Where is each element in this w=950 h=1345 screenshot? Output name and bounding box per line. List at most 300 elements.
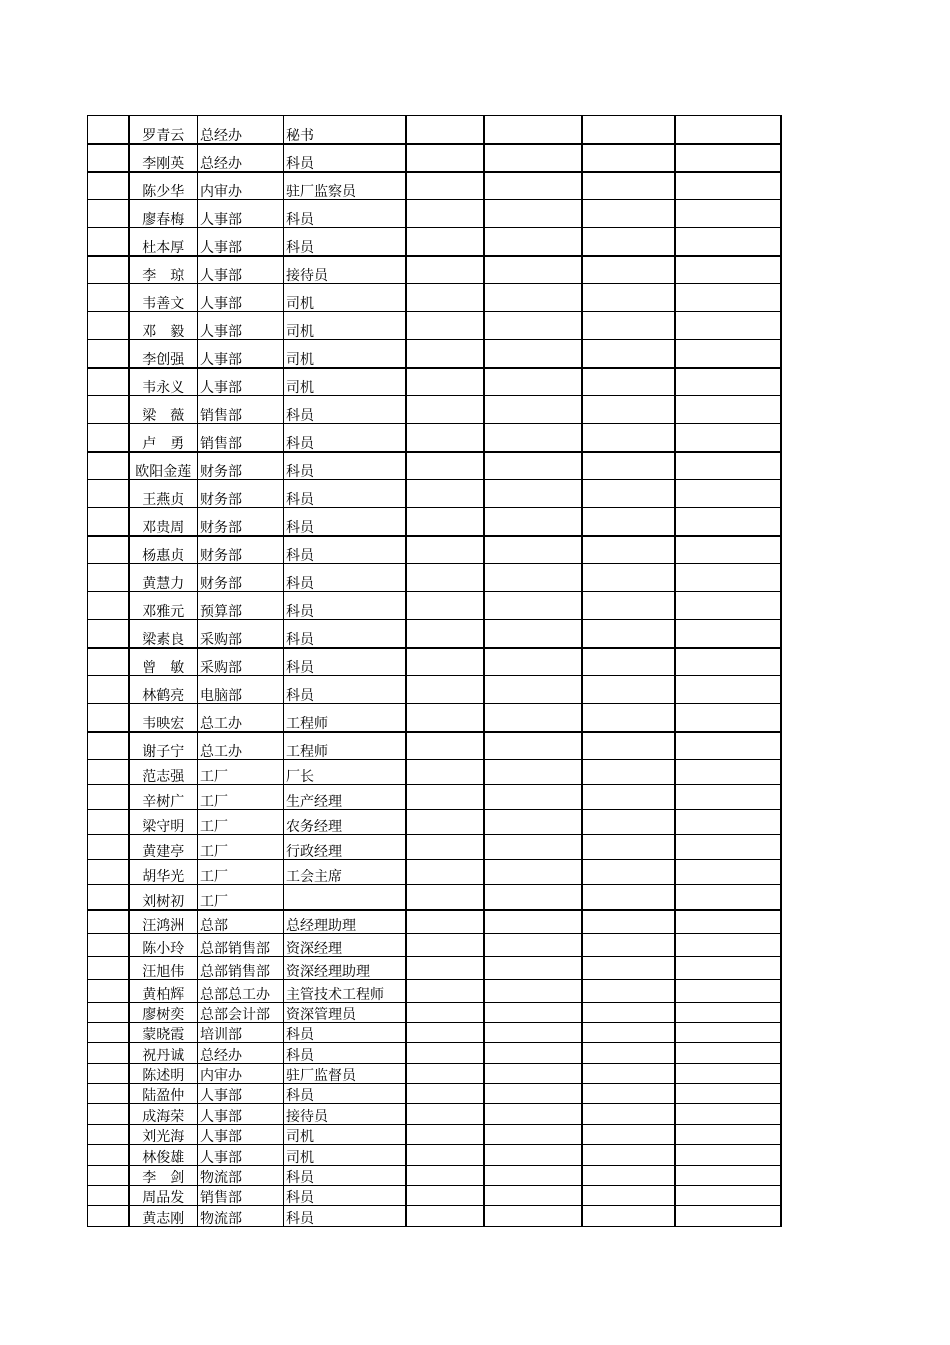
table-row — [88, 704, 781, 732]
blank-cell — [484, 885, 582, 910]
job-title-cell: 生产经理 — [284, 785, 406, 810]
blank-cell — [675, 980, 781, 1003]
table-row — [88, 885, 781, 910]
department-cell: 培训部 — [198, 1023, 284, 1043]
name-cell: 辛树广 — [129, 785, 198, 810]
blank-cell — [582, 396, 675, 424]
table-row — [88, 200, 781, 228]
table-row — [88, 1206, 781, 1227]
row-index-cell — [88, 1043, 129, 1064]
department-cell: 工厂 — [198, 860, 284, 885]
blank-cell — [406, 424, 484, 452]
blank-cell — [582, 1003, 675, 1023]
blank-cell — [484, 648, 582, 676]
name-cell: 陆盈仲 — [129, 1084, 198, 1104]
department-cell: 财务部 — [198, 480, 284, 508]
table-row — [88, 1003, 781, 1023]
blank-cell — [406, 480, 484, 508]
blank-cell — [406, 1043, 484, 1064]
blank-cell — [484, 676, 582, 704]
department-cell: 总经办 — [198, 144, 284, 172]
blank-cell — [675, 1104, 781, 1125]
blank-cell — [582, 536, 675, 564]
department-cell: 总经办 — [198, 116, 284, 144]
blank-cell — [484, 810, 582, 835]
table-row — [88, 934, 781, 957]
name-cell: 汪旭伟 — [129, 957, 198, 980]
row-index-cell — [88, 648, 129, 676]
department-cell: 工厂 — [198, 835, 284, 860]
blank-cell — [406, 1166, 484, 1186]
row-index-cell — [88, 760, 129, 785]
blank-cell — [582, 200, 675, 228]
row-index-cell — [88, 340, 129, 368]
job-title-cell: 科员 — [284, 396, 406, 424]
blank-cell — [675, 116, 781, 144]
blank-cell — [675, 1043, 781, 1064]
blank-cell — [582, 810, 675, 835]
blank-cell — [406, 1023, 484, 1043]
blank-cell — [484, 860, 582, 885]
blank-cell — [406, 396, 484, 424]
blank-cell — [675, 1084, 781, 1104]
blank-cell — [484, 1043, 582, 1064]
department-cell: 人事部 — [198, 1125, 284, 1145]
blank-cell — [484, 564, 582, 592]
blank-cell — [406, 1104, 484, 1125]
blank-cell — [484, 536, 582, 564]
name-cell: 谢子宁 — [129, 732, 198, 760]
name-cell: 李刚英 — [129, 144, 198, 172]
row-index-cell — [88, 810, 129, 835]
blank-cell — [675, 860, 781, 885]
department-cell: 人事部 — [198, 368, 284, 396]
blank-cell — [484, 1145, 582, 1166]
name-cell: 陈少华 — [129, 172, 198, 200]
department-cell: 采购部 — [198, 620, 284, 648]
row-index-cell — [88, 910, 129, 934]
blank-cell — [484, 144, 582, 172]
blank-cell — [484, 760, 582, 785]
job-title-cell: 科员 — [284, 1023, 406, 1043]
row-index-cell — [88, 396, 129, 424]
job-title-cell: 工会主席 — [284, 860, 406, 885]
blank-cell — [406, 1186, 484, 1206]
job-title-cell: 科员 — [284, 676, 406, 704]
table-row — [88, 536, 781, 564]
blank-cell — [406, 810, 484, 835]
blank-cell — [675, 144, 781, 172]
blank-cell — [484, 1023, 582, 1043]
blank-cell — [675, 1186, 781, 1206]
department-cell: 物流部 — [198, 1166, 284, 1186]
job-title-cell: 工程师 — [284, 704, 406, 732]
blank-cell — [582, 957, 675, 980]
table-row — [88, 172, 781, 200]
name-cell: 黄志刚 — [129, 1206, 198, 1227]
department-cell: 销售部 — [198, 396, 284, 424]
department-cell: 人事部 — [198, 1145, 284, 1166]
blank-cell — [675, 1206, 781, 1227]
blank-cell — [406, 592, 484, 620]
name-cell: 杜本厚 — [129, 228, 198, 256]
blank-cell — [406, 340, 484, 368]
blank-cell — [406, 620, 484, 648]
table-row — [88, 1104, 781, 1125]
job-title-cell: 科员 — [284, 648, 406, 676]
table-row — [88, 284, 781, 312]
blank-cell — [484, 368, 582, 396]
department-cell: 财务部 — [198, 564, 284, 592]
blank-cell — [484, 172, 582, 200]
name-cell: 梁守明 — [129, 810, 198, 835]
blank-cell — [582, 172, 675, 200]
name-cell: 梁素良 — [129, 620, 198, 648]
department-cell: 总部销售部 — [198, 934, 284, 957]
blank-cell — [675, 785, 781, 810]
blank-cell — [406, 284, 484, 312]
table-row — [88, 810, 781, 835]
row-index-cell — [88, 620, 129, 648]
blank-cell — [675, 1125, 781, 1145]
name-cell: 林鹤亮 — [129, 676, 198, 704]
blank-cell — [484, 1166, 582, 1186]
name-cell: 欧阳金莲 — [129, 452, 198, 480]
blank-cell — [675, 564, 781, 592]
blank-cell — [406, 172, 484, 200]
table-row — [88, 1023, 781, 1043]
job-title-cell: 科员 — [284, 200, 406, 228]
blank-cell — [582, 1043, 675, 1064]
job-title-cell: 资深管理员 — [284, 1003, 406, 1023]
name-cell: 李 琼 — [129, 256, 198, 284]
blank-cell — [406, 732, 484, 760]
blank-cell — [675, 1003, 781, 1023]
row-index-cell — [88, 592, 129, 620]
department-cell: 人事部 — [198, 312, 284, 340]
name-cell: 陈小玲 — [129, 934, 198, 957]
table-row — [88, 910, 781, 934]
blank-cell — [484, 910, 582, 934]
blank-cell — [406, 116, 484, 144]
row-index-cell — [88, 676, 129, 704]
name-cell: 邓雅元 — [129, 592, 198, 620]
job-title-cell: 资深经理 — [284, 934, 406, 957]
name-cell: 曾 敏 — [129, 648, 198, 676]
name-cell: 李 剑 — [129, 1166, 198, 1186]
blank-cell — [675, 452, 781, 480]
department-cell: 总工办 — [198, 732, 284, 760]
job-title-cell: 科员 — [284, 144, 406, 172]
blank-cell — [582, 704, 675, 732]
blank-cell — [484, 340, 582, 368]
row-index-cell — [88, 312, 129, 340]
job-title-cell: 接待员 — [284, 256, 406, 284]
blank-cell — [484, 1104, 582, 1125]
blank-cell — [582, 1145, 675, 1166]
name-cell: 陈述明 — [129, 1064, 198, 1084]
blank-cell — [406, 760, 484, 785]
blank-cell — [675, 620, 781, 648]
department-cell: 财务部 — [198, 508, 284, 536]
row-index-cell — [88, 536, 129, 564]
blank-cell — [484, 592, 582, 620]
blank-cell — [406, 312, 484, 340]
job-title-cell: 科员 — [284, 1084, 406, 1104]
job-title-cell: 驻厂监督员 — [284, 1064, 406, 1084]
job-title-cell: 秘书 — [284, 116, 406, 144]
blank-cell — [582, 648, 675, 676]
name-cell: 邓 毅 — [129, 312, 198, 340]
table-row — [88, 480, 781, 508]
name-cell: 罗青云 — [129, 116, 198, 144]
row-index-cell — [88, 704, 129, 732]
blank-cell — [406, 256, 484, 284]
name-cell: 廖树奕 — [129, 1003, 198, 1023]
blank-cell — [582, 508, 675, 536]
row-index-cell — [88, 957, 129, 980]
blank-cell — [484, 934, 582, 957]
blank-cell — [582, 620, 675, 648]
table-row — [88, 1186, 781, 1206]
blank-cell — [406, 1206, 484, 1227]
name-cell: 邓贵周 — [129, 508, 198, 536]
job-title-cell: 科员 — [284, 480, 406, 508]
blank-cell — [582, 340, 675, 368]
blank-cell — [406, 648, 484, 676]
blank-cell — [675, 256, 781, 284]
row-index-cell — [88, 256, 129, 284]
name-cell: 刘光海 — [129, 1125, 198, 1145]
blank-cell — [582, 284, 675, 312]
row-index-cell — [88, 1166, 129, 1186]
blank-cell — [675, 704, 781, 732]
blank-cell — [582, 885, 675, 910]
name-cell: 蒙晓霞 — [129, 1023, 198, 1043]
blank-cell — [582, 760, 675, 785]
department-cell: 内审办 — [198, 172, 284, 200]
row-index-cell — [88, 835, 129, 860]
name-cell: 胡华光 — [129, 860, 198, 885]
table-row — [88, 144, 781, 172]
job-title-cell: 科员 — [284, 536, 406, 564]
department-cell: 物流部 — [198, 1206, 284, 1227]
job-title-cell: 科员 — [284, 1206, 406, 1227]
department-cell: 人事部 — [198, 228, 284, 256]
job-title-cell: 司机 — [284, 1125, 406, 1145]
row-index-cell — [88, 1104, 129, 1125]
staff-table — [87, 115, 782, 1227]
blank-cell — [484, 508, 582, 536]
blank-cell — [582, 934, 675, 957]
table-row — [88, 1084, 781, 1104]
blank-cell — [484, 1003, 582, 1023]
blank-cell — [406, 144, 484, 172]
row-index-cell — [88, 934, 129, 957]
blank-cell — [484, 785, 582, 810]
department-cell: 总部总工办 — [198, 980, 284, 1003]
blank-cell — [675, 1145, 781, 1166]
job-title-cell: 科员 — [284, 424, 406, 452]
table-row — [88, 1064, 781, 1084]
blank-cell — [484, 312, 582, 340]
name-cell: 韦永义 — [129, 368, 198, 396]
job-title-cell: 司机 — [284, 312, 406, 340]
table-row — [88, 508, 781, 536]
row-index-cell — [88, 1084, 129, 1104]
blank-cell — [484, 957, 582, 980]
blank-cell — [406, 536, 484, 564]
blank-cell — [406, 676, 484, 704]
blank-cell — [582, 228, 675, 256]
row-index-cell — [88, 1003, 129, 1023]
row-index-cell — [88, 284, 129, 312]
row-index-cell — [88, 980, 129, 1003]
blank-cell — [675, 1166, 781, 1186]
blank-cell — [675, 835, 781, 860]
table-row — [88, 860, 781, 885]
blank-cell — [582, 480, 675, 508]
department-cell: 内审办 — [198, 1064, 284, 1084]
blank-cell — [484, 116, 582, 144]
name-cell: 祝丹诚 — [129, 1043, 198, 1064]
name-cell: 廖春梅 — [129, 200, 198, 228]
row-index-cell — [88, 480, 129, 508]
department-cell: 总工办 — [198, 704, 284, 732]
blank-cell — [675, 910, 781, 934]
name-cell: 黄建亭 — [129, 835, 198, 860]
blank-cell — [484, 396, 582, 424]
blank-cell — [675, 480, 781, 508]
table-row — [88, 396, 781, 424]
blank-cell — [484, 732, 582, 760]
table-row — [88, 1145, 781, 1166]
job-title-cell: 司机 — [284, 340, 406, 368]
job-title-cell — [284, 885, 406, 910]
table-row — [88, 312, 781, 340]
blank-cell — [582, 312, 675, 340]
blank-cell — [582, 910, 675, 934]
blank-cell — [675, 228, 781, 256]
table-row — [88, 592, 781, 620]
blank-cell — [582, 1166, 675, 1186]
department-cell: 人事部 — [198, 284, 284, 312]
row-index-cell — [88, 1064, 129, 1084]
job-title-cell: 科员 — [284, 228, 406, 256]
job-title-cell: 主管技术工程师 — [284, 980, 406, 1003]
blank-cell — [406, 452, 484, 480]
table-row — [88, 256, 781, 284]
name-cell: 黄慧力 — [129, 564, 198, 592]
blank-cell — [675, 200, 781, 228]
name-cell: 周品发 — [129, 1186, 198, 1206]
row-index-cell — [88, 1145, 129, 1166]
blank-cell — [406, 1125, 484, 1145]
table-row — [88, 760, 781, 785]
table-row — [88, 452, 781, 480]
row-index-cell — [88, 785, 129, 810]
blank-cell — [484, 1186, 582, 1206]
blank-cell — [582, 1186, 675, 1206]
row-index-cell — [88, 732, 129, 760]
name-cell: 李创强 — [129, 340, 198, 368]
row-index-cell — [88, 228, 129, 256]
blank-cell — [675, 760, 781, 785]
job-title-cell: 科员 — [284, 592, 406, 620]
blank-cell — [406, 957, 484, 980]
blank-cell — [582, 424, 675, 452]
name-cell: 梁 薇 — [129, 396, 198, 424]
job-title-cell: 资深经理助理 — [284, 957, 406, 980]
table-row — [88, 1166, 781, 1186]
job-title-cell: 科员 — [284, 452, 406, 480]
department-cell: 工厂 — [198, 785, 284, 810]
blank-cell — [675, 396, 781, 424]
name-cell: 卢 勇 — [129, 424, 198, 452]
blank-cell — [484, 200, 582, 228]
blank-cell — [406, 564, 484, 592]
blank-cell — [484, 424, 582, 452]
blank-cell — [582, 256, 675, 284]
job-title-cell: 科员 — [284, 508, 406, 536]
blank-cell — [406, 934, 484, 957]
blank-cell — [582, 1125, 675, 1145]
blank-cell — [484, 704, 582, 732]
blank-cell — [582, 592, 675, 620]
job-title-cell: 科员 — [284, 564, 406, 592]
job-title-cell: 工程师 — [284, 732, 406, 760]
blank-cell — [406, 885, 484, 910]
row-index-cell — [88, 1186, 129, 1206]
job-title-cell: 农务经理 — [284, 810, 406, 835]
blank-cell — [582, 980, 675, 1003]
blank-cell — [675, 340, 781, 368]
row-index-cell — [88, 144, 129, 172]
row-index-cell — [88, 508, 129, 536]
blank-cell — [675, 732, 781, 760]
department-cell: 销售部 — [198, 424, 284, 452]
table-row — [88, 676, 781, 704]
blank-cell — [582, 1206, 675, 1227]
row-index-cell — [88, 368, 129, 396]
blank-cell — [484, 256, 582, 284]
table-row — [88, 732, 781, 760]
blank-cell — [675, 1064, 781, 1084]
table-row — [88, 957, 781, 980]
department-cell: 人事部 — [198, 340, 284, 368]
blank-cell — [675, 368, 781, 396]
job-title-cell: 接待员 — [284, 1104, 406, 1125]
table-row — [88, 620, 781, 648]
department-cell: 总经办 — [198, 1043, 284, 1064]
blank-cell — [582, 368, 675, 396]
row-index-cell — [88, 1023, 129, 1043]
blank-cell — [406, 1084, 484, 1104]
blank-cell — [484, 1064, 582, 1084]
blank-cell — [675, 508, 781, 536]
blank-cell — [406, 980, 484, 1003]
department-cell: 人事部 — [198, 1084, 284, 1104]
blank-cell — [675, 312, 781, 340]
department-cell: 财务部 — [198, 452, 284, 480]
name-cell: 黄柏辉 — [129, 980, 198, 1003]
blank-cell — [675, 536, 781, 564]
department-cell: 人事部 — [198, 256, 284, 284]
department-cell: 销售部 — [198, 1186, 284, 1206]
row-index-cell — [88, 452, 129, 480]
blank-cell — [582, 564, 675, 592]
row-index-cell — [88, 116, 129, 144]
